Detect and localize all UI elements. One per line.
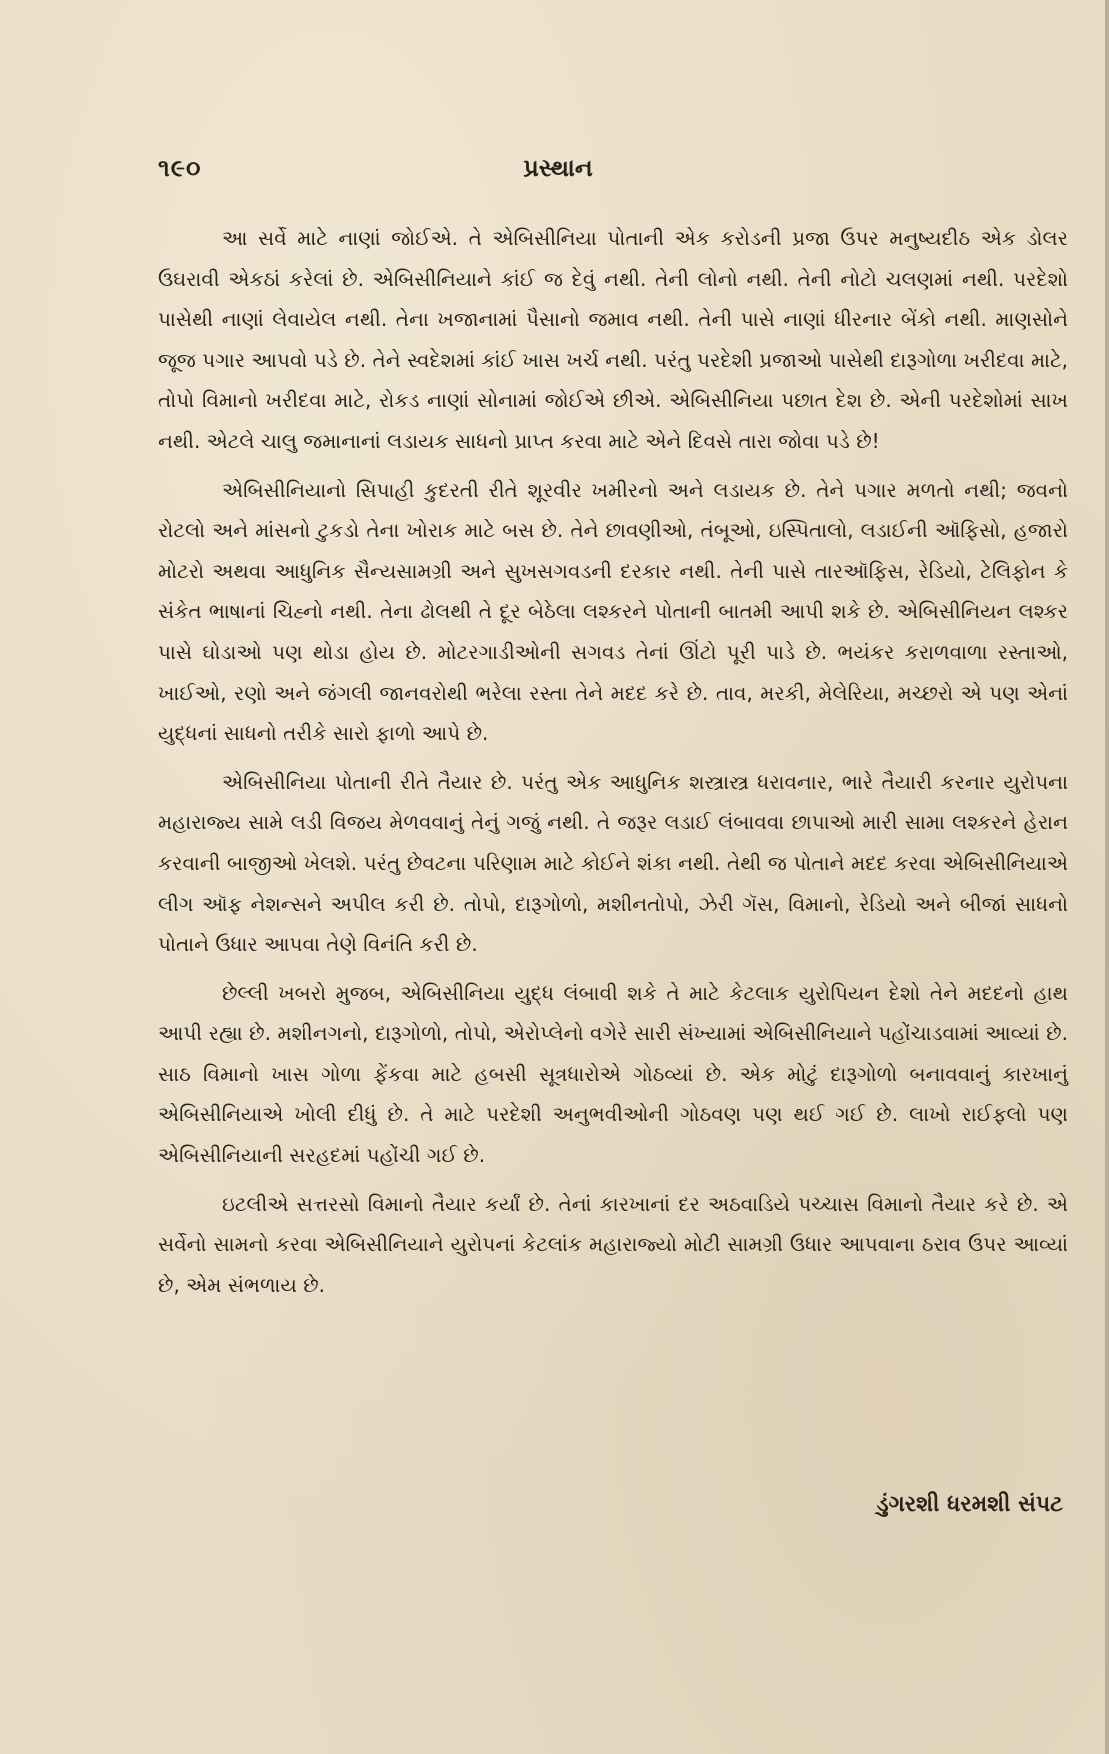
paragraph: એબિસીનિયા પોતાની રીતે તૈયાર છે. પરંતુ એક આધુનિક શસ્ત્રાસ્ત્ર ધરાવનાર, ભારે તૈયારી કરનાર યુરોપના મહારાજ્ય સામે લડી વિજય મેળવવાનું તેનું ગજું નથી. તે જરૂર લડાઈ લંબાવવા છાપાઓ મારી સામા લશ્કરને હેરાન કરવાની બાજીઓ ખેલશે. પરંતુ છેવટના પરિણામ માટે કોઈને શંકા નથી. તેથી જ પોતાને મદદ કરવા એબિસીનિયાએ લીગ ઑફ નેશન્સને અપીલ કરી છે. તોપો, દારૂગોળો, મશીનતોપો, ઝેરી ગૅસ, વિમાનો, રેડિયો અને બીજાં સાધનો પોતાને ઉધાર આપવા તેણે વિનંતિ કરી છે. — [158, 769, 1068, 957]
page-header — [158, 148, 958, 188]
author-signature: ડુંગરશી ધરમશી સંપટ — [876, 1492, 1063, 1517]
paragraph: આ સર્વે માટે નાણાં જોઈએ. તે એબિસીનિયા પોતાની એક કરોડની પ્રજા ઉપર મનુષ્યદીઠ એક ડોલર ઉઘરાવી એકઠાં કરેલાં છે. એબિસીનિયાને કાંઈ જ દેવું નથી. તેની લોનો નથી. તેની નોટો ચલણમાં નથી. પરદેશો પાસેથી નાણાં લેવાયેલ નથી. તેના ખજાનામાં પૈસાનો જમાવ નથી. તેની પાસે નાણાં ધીરનાર બેંકો નથી. માણસોને જૂજ પગાર આપવો પડે છે. તેને સ્વદેશમાં કાંઈ ખાસ ખર્ચ નથી. પરંતુ પરદેશી પ્રજાઓ પાસેથી દારૂગોળા ખરીદવા માટે, તોપો વિમાનો ખરીદવા માટે, રોકડ નાણાં સોનામાં જોઈએ છીએ. એબિસીનિયા પછાત દેશ છે. એની પરદેશોમાં સાખ નથી. એટલે ચાલુ જમાનાનાં લડાયક સાધનો પ્રાપ્ત કરવા માટે એને દિવસે તારા જોવા પડે છે! — [158, 226, 1068, 453]
article-body — [158, 218, 1068, 1313]
page-edge — [1105, 0, 1109, 1754]
paragraph: એબિસીનિયાનો સિપાહી કુદરતી રીતે શૂરવીર ખમીરનો અને લડાયક છે. તેને પગાર મળતો નથી; જવનો રોટલો અને માંસનો ટુકડો તેના ખોરાક માટે બસ છે. તેને છાવણીઓ, તંબૂઓ, ઇસ્પિતાલો, લડાઈની ઑફિસો, હજારો મોટરો અથવા આધુનિક સૈન્યસામગ્રી અને સુખસગવડની દરકાર નથી. તેની પાસે તારઑફિસ, રેડિયો, ટેલિફોન કે સંકેત ભાષાનાં ચિહ્નો નથી. તેના ઢોલથી તે દૂર બેઠેલા લશ્કરને પોતાની બાતમી આપી શકે છે. એબિસીનિયન લશ્કર પાસે ઘોડાઓ પણ થોડા હોય છે. મોટરગાડીઓની સગવડ તેનાં ઊંટો પૂરી પાડે છે. ભયંકર કરાળવાળા રસ્તાઓ, ખાઈઓ, રણો અને જંગલી જાનવરોથી ભરેલા રસ્તા તેને મદદ કરે છે. તાવ, મરકી, મેલેરિયા, મચ્છરો એ પણ એનાં યુદ્ધનાં સાધનો તરીકે સારો ફાળો આપે છે. — [158, 477, 1068, 746]
running-title: પ્રસ્થાન — [523, 154, 593, 182]
paragraph: છેલ્લી ખબરો મુજબ, એબિસીનિયા યુદ્ધ લંબાવી શકે તે માટે કેટલાક યુરોપિયન દેશો તેને મદદનો હાથ આપી રહ્યા છે. મશીનગનો, દારૂગોળો, તોપો, એરોપ્લેનો વગેરે સારી સંખ્યામાં એબિસીનિયાને પહોંચાડવામાં આવ્યાં છે. સાઠ વિમાનો ખાસ ગોળા ફેંકવા માટે હબસી સૂત્રધારોએ ગોઠવ્યાં છે. એક મોટું દારૂગોળો બનાવવાનું કારખાનું એબિસીનિયાએ ખોલી દીધું છે. તે માટે પરદેશી અનુભવીઓની ગોઠવણ પણ થઈ ગઈ છે. લાખો રાઈફલો પણ એબિસીનિયાની સરહદમાં પહોંચી ગઈ છે. — [158, 980, 1068, 1168]
page-number: ૧૯૦ — [158, 154, 202, 182]
paragraph: ઇટલીએ સત્તરસો વિમાનો તૈયાર કર્યાં છે. તેનાં કારખાનાં દર અઠવાડિયે પચ્ચાસ વિમાનો તૈયાર કરે છે. એ સર્વેનો સામનો કરવા એબિસીનિયાને યુરોપનાં કેટલાંક મહારાજ્યો મોટી સામગ્રી ઉધાર આપવાના ઠરાવ ઉપર આવ્યાં છે, એમ સંભળાય છે. — [158, 1191, 1068, 1297]
